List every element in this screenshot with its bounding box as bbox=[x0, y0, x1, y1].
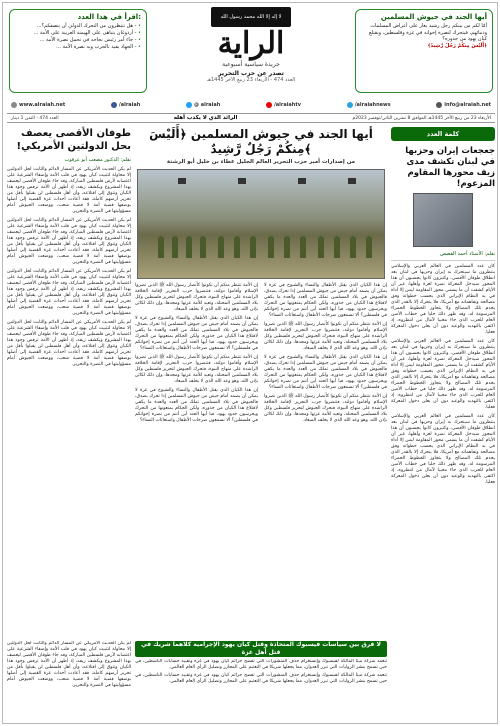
newspaper-motto: الرائد الذي لا يكذب أهله bbox=[173, 115, 238, 121]
main-article-body-left: إن الأمة تنتظر منكم أن تكونوا كأنصار رسول الله ﷺ الذين نصروا الإسلام وأقاموا دولته، فتنصروا حزب التحرير لإقامة الخلافة الراشدة على منهاج النبوة، فتحرك الجيوش لتحرير فلسطين وكل بلاد المسلمين المحتلة، وتعيد للأمة عزتها ومجدها، وإن ذلك لكائن بإذن الله، وهو وعد الله الذي لا يخلف الميعاد. إن هذا الكيان الذي يقتل الأطفال والنساء والشيوخ في غزة لا يمكن أن يصمد أمام جيش من جيوش المسلمين إذا تحرك بصدق، فالجيوش في بلاد المسلمين تملك من العدد والعدة ما يكفي لاقتلاع هذا الكيان من جذوره، ولكن الحكام يمنعونها من التحرك ويحرسون حدود يهود، فيا أيها الجند أين أنتم من نصرة إخوانكم في فلسطين؟ ألا تسمعون صرخات الأطفال واستغاثات النساء؟ إن الأمة تنتظر منكم أن تكونوا كأنصار رسول الله ﷺ الذين نصروا الإسلام وأقاموا دولته، فتنصروا حزب التحرير لإقامة الخلافة الراشدة على منهاج النبوة، فتحرك الجيوش لتحرير فلسطين وكل بلاد المسلمين المحتلة، وتعيد للأمة عزتها ومجدها، وإن ذلك لكائن بإذن الله، وهو وعد الله الذي لا يخلف الميعاد. إن هذا الكيان الذي يقتل الأطفال والنساء والشيوخ في غزة لا يمكن أن يصمد أمام جيش من جيوش المسلمين إذا تحرك بصدق، فالجيوش في بلاد المسلمين تملك من العدد والعدة ما يكفي لاقتلاع هذا الكيان من جذوره، ولكن الحكام يمنعونها من التحرك ويحرسون حدود يهود، فيا أيها الجند أين أنتم من نصرة إخوانكم في فلسطين؟ ألا تسمعون صرخات الأطفال واستغاثات النساء؟ bbox=[135, 283, 258, 423]
twitter-link[interactable]: @ alraiah bbox=[186, 102, 220, 108]
telegram-icon bbox=[347, 102, 353, 108]
editorial-section-head: كلمة العدد bbox=[391, 127, 495, 141]
main-article bbox=[135, 127, 387, 637]
main-article-title[interactable]: أيها الجند في جيوش المسلمين ﴿أَلَيْسَ مِنكُمْ رَجُلٌ رَّشِيدٌ﴾ bbox=[149, 127, 373, 156]
email-icon bbox=[436, 102, 442, 108]
opinion-body-continued: لم يكن الحديث الأمريكي عن المسار الدائم والثابت لحل الدولتين إلا محاولة لتثبيت كيان يهود في قلب الأمة وإضفاء الشرعية على اغتصابه لأرض فلسطين المباركة، وقد جاء طوفان الأقصى ليعصف بهذا المشروع ويكشف زيفه، إذ أظهر أن الأمة ترفض وجود هذا الكيان وتتوق إلى اقتلاعه، وأن أهل فلسطين لن يقبلوا بأقل من تحرير أرضهم كاملة، فقد أعادت أحداث غزة القضية إلى أصلها بوصفها قضية أمة لا قضية شعب، ووضعت الجيوش أمام مسؤوليتها في النصرة والتحرير. bbox=[7, 218, 131, 265]
editorial-body-continued: كان عدد المسلمين في العالم العربي والإسلامي ينتظرون ما سيتحرك به إيران وحزبها في لبنان بعد انطلاق طوفان الأقصى، وكثيرون كانوا يحسبون أن هذا المحور سيدخل المعركة نصرة لغزة وأهلها، غير أن الأيام كشفت أن ما يسمى محور المقاومة ليس إلا أداة في يد النظام الإيراني الذي يحسب خطواته وفق مصالحه وتفاهماته مع أمريكا، فلا يتحرك إلا بالقدر الذي يخدم تلك المصالح ولا يتجاوز الخطوط الحمراء المرسومة له، وقد ظهر ذلك جليا في خطاب الأمين العام للحزب الذي جاء مخيبا لآمال من انتظروه، إذ اكتفى بالتهديد والوعيد دون أن يعلن دخول المعركة فعليا. bbox=[391, 339, 495, 410]
facebook-icon bbox=[111, 102, 117, 108]
youtube-icon bbox=[266, 102, 272, 108]
issue-contents-item[interactable]: • - هل تنتظرون من التحرك الدولي أن ينصفكم؟... bbox=[15, 23, 141, 30]
issue-price: العدد 474 - الثمن 1 دينار bbox=[11, 115, 59, 121]
opinion-author: بقلم: الدكتور مصعب أبو عرقوب bbox=[64, 157, 131, 163]
editorial-body: كان عدد المسلمين في العالم العربي والإسلامي ينتظرون ما سيتحرك به إيران وحزبها في لبنان بعد انطلاق طوفان الأقصى، وكثيرون كانوا يحسبون أن هذا المحور سيدخل المعركة نصرة لغزة وأهلها، غير أن الأيام كشفت أن ما يسمى محور المقاومة ليس إلا أداة في يد النظام الإيراني الذي يحسب خطواته وفق مصالحه وتفاهماته مع أمريكا، فلا يتحرك إلا بالقدر الذي يخدم تلك المصالح ولا يتجاوز الخطوط الحمراء المرسومة له، وقد ظهر ذلك جليا في خطاب الأمين العام للحزب الذي جاء مخيبا لآمال من انتظروه، إذ اكتفى بالتهديد والوعيد دون أن يعلن دخول المعركة فعليا. bbox=[391, 264, 495, 335]
bottom-banner-headline[interactable]: لا فرق بين سياسات فيسبوك المتحاذة وقتل كيان يهود الإجرامية كلاهما شريك في قتل أهل غزة bbox=[135, 641, 387, 657]
website-link[interactable]: www.alraiah.net bbox=[11, 102, 65, 108]
facebook-link[interactable]: /alraiah bbox=[111, 102, 140, 108]
issue-number: العدد 474 - الأربعاء 23 ربيع الآخر 1445هـ bbox=[206, 77, 296, 83]
issue-contents-item[interactable]: • - جاء أمر رئيس نجاحه في تحمل نصرة الأمة ... bbox=[15, 37, 141, 44]
main-article-columns bbox=[135, 283, 387, 424]
verse-box-text: أمّا لكم من بينكم رجل رشيد يغار على أعراض المسلمات ودمائهم، فيتحرك لنصرة إخوانه في غزة وفلسطين، ويقتلع كيان يهود من جذوره؟ bbox=[368, 23, 487, 42]
opinion-body-continued: لم يكن الحديث الأمريكي عن المسار الدائم والثابت لحل الدولتين إلا محاولة لتثبيت كيان يهود في قلب الأمة وإضفاء الشرعية على اغتصابه لأرض فلسطين المباركة، وقد جاء طوفان الأقصى ليعصف بهذا المشروع ويكشف زيفه، إذ أظهر أن الأمة ترفض وجود هذا الكيان وتتوق إلى اقتلاعه، وأن أهل فلسطين لن يقبلوا بأقل من تحرير أرضهم كاملة، فقد أعادت أحداث غزة القضية إلى أصلها بوصفها قضية أمة لا قضية شعب، ووضعت الجيوش أمام مسؤوليتها في النصرة والتحرير. bbox=[7, 320, 131, 367]
opinion-body-continued: لم يكن الحديث الأمريكي عن المسار الدائم والثابت لحل الدولتين إلا محاولة لتثبيت كيان يهود في قلب الأمة وإضفاء الشرعية على اغتصابه لأرض فلسطين المباركة، وقد جاء طوفان الأقصى ليعصف بهذا المشروع ويكشف زيفه، إذ أظهر أن الأمة ترفض وجود هذا الكيان وتتوق إلى اقتلاعه، وأن أهل فلسطين لن يقبلوا بأقل من تحرير أرضهم كاملة، فقد أعادت أحداث غزة القضية إلى أصلها بوصفها قضية أمة لا قضية شعب، ووضعت الجيوش أمام مسؤوليتها في النصرة والتحرير. bbox=[7, 269, 131, 316]
bottom-article: تتعمد شركة ميتا المالكة لفيسبوك وإنستغرام حذف المنشورات التي تفضح جرائم كيان يهود في غزة وتقييد حسابات الناشطين، في حين تسمح بنشر الروايات التي تبرر العدوان، مما يجعلها شريكا في التعتيم على المجازر وتضليل الرأي العام العالمي. تتعمد شركة ميتا المالكة لفيسبوك وإنستغرام حذف المنشورات التي تفضح جرائم كيان يهود في غزة وتقييد حسابات الناشطين، في حين تسمح بنشر الروايات التي تبرر العدوان، مما يجعلها شريكا في التعتيم على المجازر وتضليل الرأي العام العالمي. bbox=[135, 659, 387, 684]
main-article-body-right: إن هذا الكيان الذي يقتل الأطفال والنساء والشيوخ في غزة لا يمكن أن يصمد أمام جيش من جيوش المسلمين إذا تحرك بصدق، فالجيوش في بلاد المسلمين تملك من العدد والعدة ما يكفي لاقتلاع هذا الكيان من جذوره، ولكن الحكام يمنعونها من التحرك ويحرسون حدود يهود، فيا أيها الجند أين أنتم من نصرة إخوانكم في فلسطين؟ ألا تسمعون صرخات الأطفال واستغاثات النساء؟ إن الأمة تنتظر منكم أن تكونوا كأنصار رسول الله ﷺ الذين نصروا الإسلام وأقاموا دولته، فتنصروا حزب التحرير لإقامة الخلافة الراشدة على منهاج النبوة، فتحرك الجيوش لتحرير فلسطين وكل بلاد المسلمين المحتلة، وتعيد للأمة عزتها ومجدها، وإن ذلك لكائن بإذن الله، وهو وعد الله الذي لا يخلف الميعاد. إن هذا الكيان الذي يقتل الأطفال والنساء والشيوخ في غزة لا يمكن أن يصمد أمام جيش من جيوش المسلمين إذا تحرك بصدق، فالجيوش في بلاد المسلمين تملك من العدد والعدة ما يكفي لاقتلاع هذا الكيان من جذوره، ولكن الحكام يمنعونها من التحرك ويحرسون حدود يهود، فيا أيها الجند أين أنتم من نصرة إخوانكم في فلسطين؟ ألا تسمعون صرخات الأطفال واستغاثات النساء؟ إن الأمة تنتظر منكم أن تكونوا كأنصار رسول الله ﷺ الذين نصروا الإسلام وأقاموا دولته، فتنصروا حزب التحرير لإقامة الخلافة الراشدة على منهاج النبوة، فتحرك الجيوش لتحرير فلسطين وكل بلاد المسلمين المحتلة، وتعيد للأمة عزتها ومجدها، وإن ذلك لكائن بإذن الله، وهو وعد الله الذي لا يخلف الميعاد. bbox=[264, 283, 387, 423]
verse-box-quote: ﴿أَلَيْسَ مِنكُمْ رَجُلٌ رَّشِيدٌ﴾ bbox=[427, 42, 487, 49]
issue-contents-list bbox=[10, 23, 146, 51]
opinion-title[interactable]: طوفان الأقصى يعصف بحل الدولتين الأمريكي! bbox=[16, 128, 131, 152]
newspaper-subtitle: جريدة سياسية أسبوعية bbox=[222, 61, 280, 68]
editorial-column bbox=[391, 127, 495, 723]
globe-icon bbox=[11, 102, 17, 108]
newspaper-page bbox=[2, 2, 498, 724]
issue-contents-item[interactable]: • - أردوغان يتباهى على الهيمنة الغربية على الأمة ... bbox=[15, 30, 141, 37]
opinion-body: لم يكن الحديث الأمريكي عن المسار الدائم والثابت لحل الدولتين إلا محاولة لتثبيت كيان يهود في قلب الأمة وإضفاء الشرعية على اغتصابه لأرض فلسطين المباركة، وقد جاء طوفان الأقصى ليعصف بهذا المشروع ويكشف زيفه، إذ أظهر أن الأمة ترفض وجود هذا الكيان وتتوق إلى اقتلاعه، وأن أهل فلسطين لن يقبلوا بأقل من تحرير أرضهم كاملة، فقد أعادت أحداث غزة القضية إلى أصلها بوصفها قضية أمة لا قضية شعب، ووضعت الجيوش أمام مسؤوليتها في النصرة والتحرير. bbox=[7, 167, 131, 214]
opinion-column-bottom: لم يكن الحديث الأمريكي عن المسار الدائم والثابت لحل الدولتين إلا محاولة لتثبيت كيان يهود في قلب الأمة وإضفاء الشرعية على اغتصابه لأرض فلسطين المباركة، وقد جاء طوفان الأقصى ليعصف بهذا المشروع ويكشف زيفه، إذ أظهر أن الأمة ترفض وجود هذا الكيان وتتوق إلى اقتلاعه، وأن أهل فلسطين لن يقبلوا بأقل من تحرير أرضهم كاملة، فقد أعادت أحداث غزة القضية إلى أصلها بوصفها قضية أمة لا قضية شعب، ووضعت الجيوش أمام مسؤوليتها في النصرة والتحرير. bbox=[7, 641, 131, 688]
editorial-author: بقلم: الأستاذ أحمد القصص bbox=[391, 251, 495, 261]
telegram-link[interactable]: /alraiahnews bbox=[347, 102, 391, 108]
social-bar bbox=[7, 99, 495, 111]
issue-contents-item[interactable]: • - الجهاد يفيد بالحرب وبه نصرة الأمة ... bbox=[15, 44, 141, 51]
info-bar bbox=[7, 113, 495, 123]
editorial-title[interactable]: جعجعات إيران وحزبها في لبنان تكشف مدى زيف محورها المقاوم المزعوم! bbox=[405, 146, 495, 189]
verse-box bbox=[355, 9, 493, 93]
verse-box-title: أيها الجند في جيوش المسلمين bbox=[380, 13, 487, 21]
soldiers-photo bbox=[137, 169, 385, 279]
masthead bbox=[151, 7, 351, 95]
editorial-body-continued: كان عدد المسلمين في العالم العربي والإسلامي ينتظرون ما سيتحرك به إيران وحزبها في لبنان بعد انطلاق طوفان الأقصى، وكثيرون كانوا يحسبون أن هذا المحور سيدخل المعركة نصرة لغزة وأهلها، غير أن الأيام كشفت أن ما يسمى محور المقاومة ليس إلا أداة في يد النظام الإيراني الذي يحسب خطواته وفق مصالحه وتفاهماته مع أمريكا، فلا يتحرك إلا بالقدر الذي يخدم تلك المصالح ولا يتجاوز الخطوط الحمراء المرسومة له، وقد ظهر ذلك جليا في خطاب الأمين العام للحزب الذي جاء مخيبا لآمال من انتظروه، إذ اكتفى بالتهديد والوعيد دون أن يعلن دخول المعركة فعليا. bbox=[391, 414, 495, 485]
twitter-icon bbox=[186, 102, 192, 108]
opinion-column bbox=[7, 127, 131, 637]
email-link[interactable]: info@alraiah.net bbox=[436, 102, 491, 108]
main-article-subtitle: من إصدارات أمير حزب التحرير العالم الجليل عطاء بن خليل أبو الرشتة bbox=[166, 159, 356, 165]
issue-contents-title: اقرأ في هذا العدد: bbox=[77, 13, 141, 21]
issue-date: الأربعاء 23 من ربيع الآخر 1445هـ الموافق 8 تشرين الثاني/نوفمبر 2023م bbox=[352, 115, 491, 121]
youtube-link[interactable]: /alraiahtv bbox=[266, 102, 301, 108]
issue-contents-box bbox=[9, 9, 147, 93]
black-flag-icon: لا إله إلا الله محمد رسول الله bbox=[211, 7, 291, 27]
publisher-tagline: تصدر عن حزب التحرير bbox=[218, 70, 284, 77]
author-photo bbox=[413, 193, 473, 247]
newspaper-logo: الراية bbox=[217, 26, 285, 61]
